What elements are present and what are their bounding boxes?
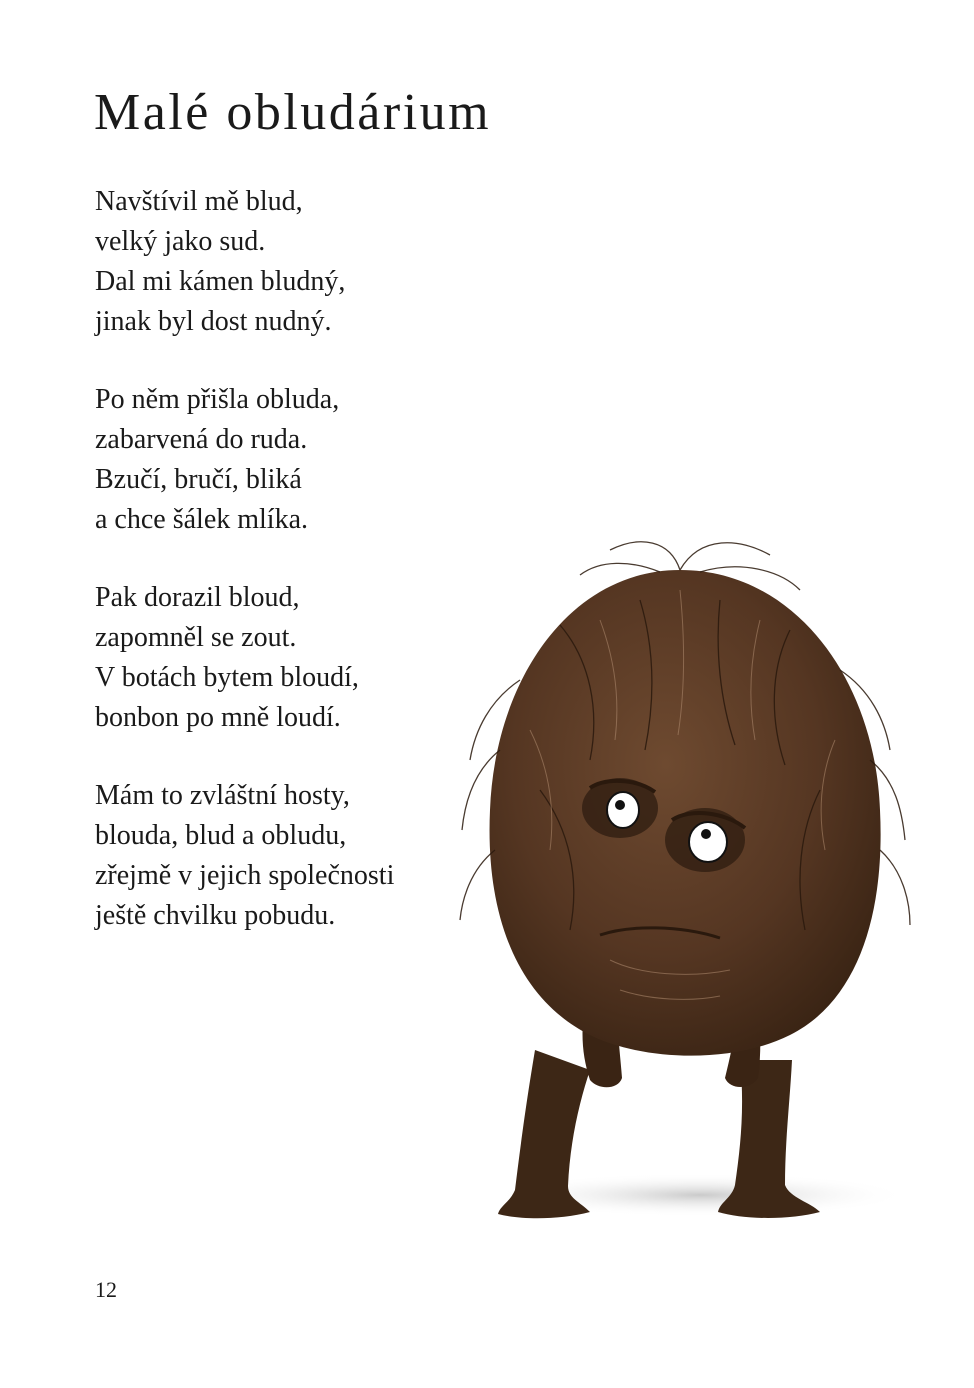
poem-line: velký jako sud. xyxy=(95,226,266,257)
poem-line: ještě chvilku pobudu. xyxy=(95,900,336,931)
page-title: Malé obludárium xyxy=(94,84,492,141)
poem-line: Dal mi kámen bludný, xyxy=(95,266,346,297)
stanza-2 xyxy=(95,380,455,540)
poem-line: blouda, blud a obludu, xyxy=(95,820,347,851)
poem-line: zřejmě v jejich společnosti xyxy=(95,860,395,891)
poem-line: zapomněl se zout. xyxy=(95,622,297,653)
poem-line: zabarvená do ruda. xyxy=(95,424,308,455)
poem-line: Navštívil mě blud, xyxy=(95,186,303,217)
pupil-right xyxy=(701,829,711,839)
stanza-3 xyxy=(95,578,455,738)
poem-line: jinak byl dost nudný. xyxy=(95,306,332,337)
poem-line: Mám to zvláštní hosty, xyxy=(95,780,350,811)
eye-right xyxy=(689,822,727,862)
poem xyxy=(95,182,455,974)
stanza-1 xyxy=(95,182,455,342)
pupil-left xyxy=(615,800,625,810)
poem-line: Po něm přišla obluda, xyxy=(95,384,340,415)
poem-line: Bzučí, bručí, bliká xyxy=(95,464,302,495)
poem-line: bonbon po mně loudí. xyxy=(95,702,341,733)
page-number: 12 xyxy=(95,1277,117,1302)
monster-illustration xyxy=(440,530,920,1250)
eye-left xyxy=(607,792,639,828)
poem-line: a chce šálek mlíka. xyxy=(95,504,309,535)
poem-line: V botách bytem bloudí, xyxy=(95,662,359,693)
poem-line: Pak dorazil bloud, xyxy=(95,582,300,613)
stanza-4 xyxy=(95,776,455,936)
